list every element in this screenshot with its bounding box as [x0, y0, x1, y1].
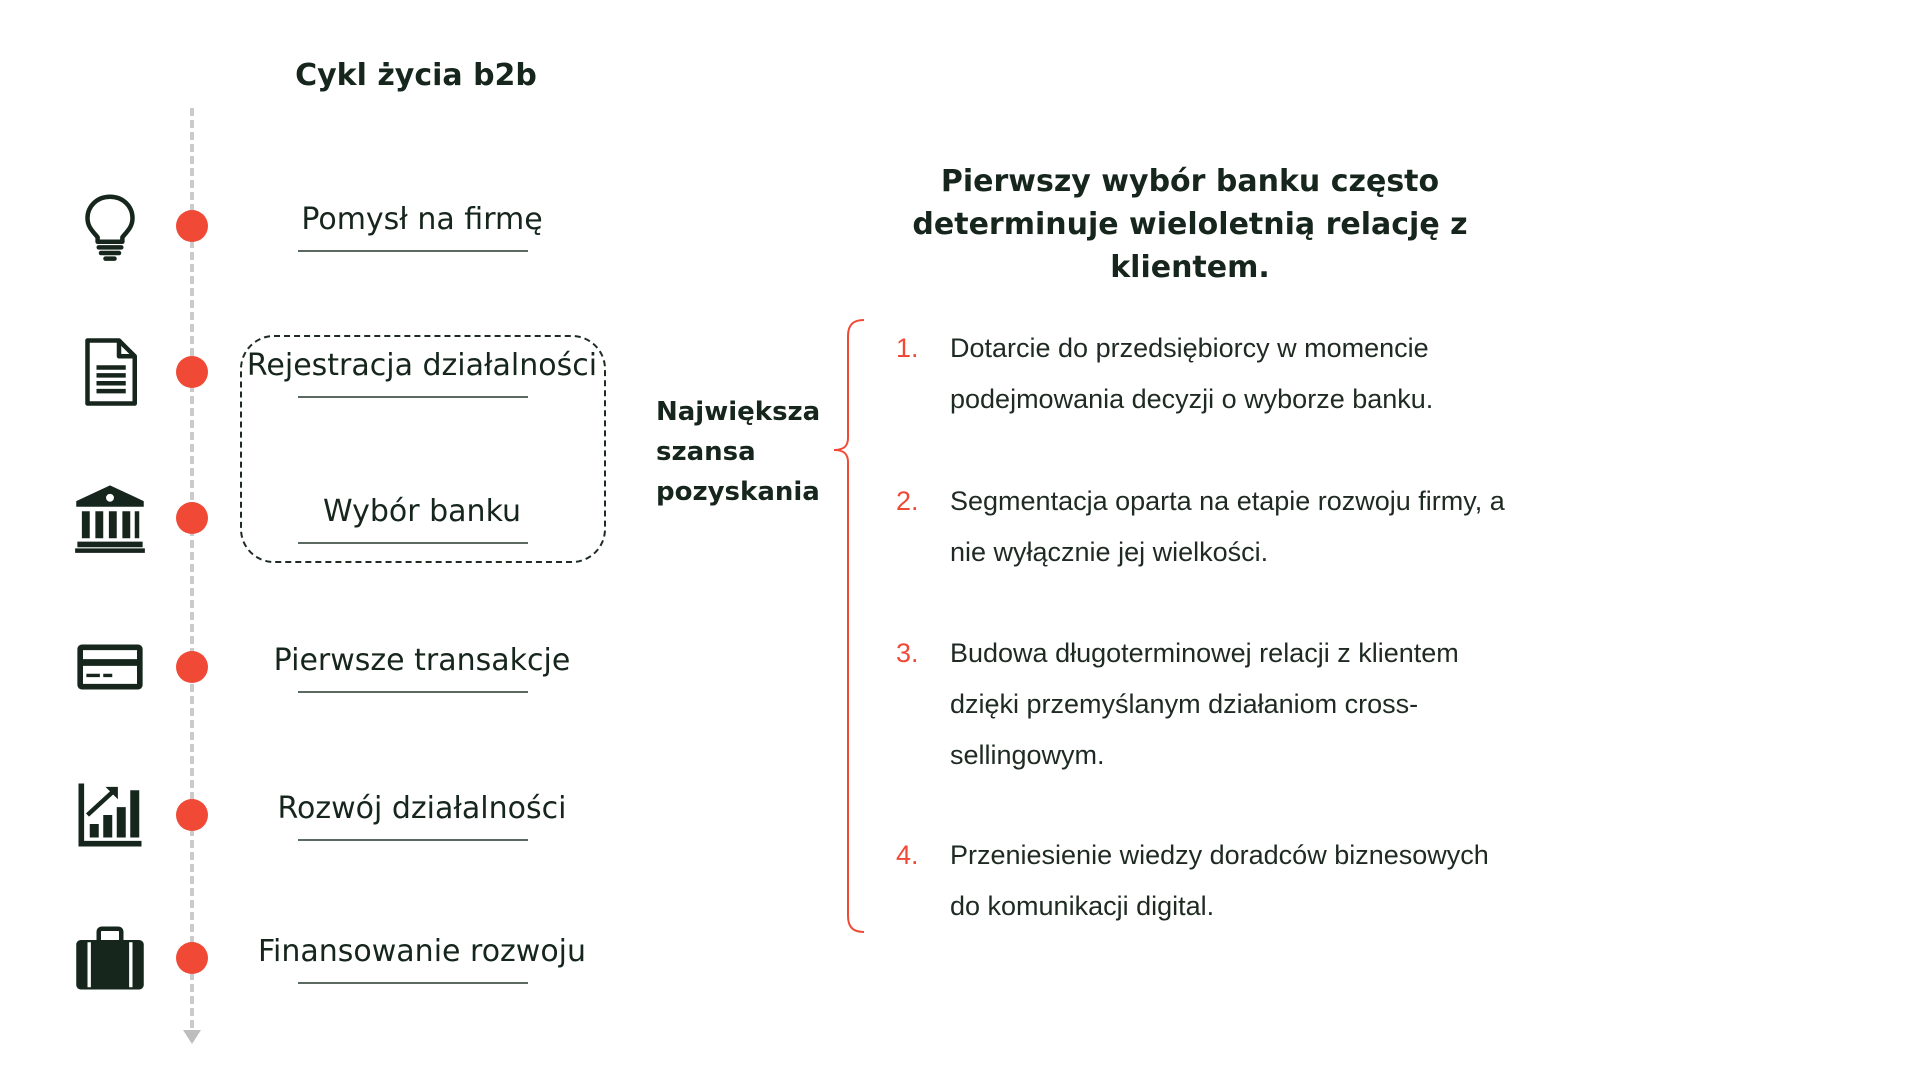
point-text-line: Budowa długoterminowej relacji z klientem [950, 638, 1459, 668]
point-text [950, 323, 1560, 425]
timeline-dot [176, 210, 208, 242]
stage-underline [298, 982, 528, 984]
headline [880, 160, 1500, 289]
stage-row-first-transactions [0, 627, 640, 707]
bank-icon [70, 478, 150, 558]
curly-bracket [820, 318, 870, 934]
stage-label: Rozwój działalności [277, 791, 567, 826]
stage-underline [298, 396, 528, 398]
point-text-line: dzięki przemyślanym działaniom cross- [950, 689, 1419, 719]
timeline-dot [176, 502, 208, 534]
point-text [950, 628, 1560, 781]
opportunity-label-line: szansa [656, 437, 756, 467]
stage-label: Finansowanie rozwoju [257, 934, 587, 969]
stage-label: Pomysł na firmę [301, 202, 543, 237]
briefcase-icon [70, 918, 150, 998]
timeline-dot [176, 942, 208, 974]
stage-row-business-idea [0, 186, 640, 266]
headline-line: klientem. [1110, 250, 1270, 285]
point-number: 2. [896, 486, 919, 516]
stage-row-business-growth [0, 775, 640, 855]
point-text-line: Segmentacja oparta na etapie rozwoju firmy, a [950, 486, 1505, 516]
point-number: 4. [896, 840, 919, 870]
stage-underline [298, 250, 528, 252]
opportunity-label [656, 392, 846, 512]
timeline-dot [176, 356, 208, 388]
point-text-line: podejmowania decyzji o wyborze banku. [950, 384, 1434, 414]
timeline-dot [176, 799, 208, 831]
point-text-line: Przeniesienie wiedzy doradców biznesowych [950, 840, 1489, 870]
stage-label: Wybór banku [322, 494, 522, 529]
point-text-line: Dotarcie do przedsiębiorcy w momencie [950, 333, 1429, 363]
stage-label: Pierwsze transakcje [273, 643, 571, 678]
headline-line: Pierwszy wybór banku często [940, 164, 1440, 199]
stage-row-bank-choice [0, 478, 640, 558]
point-number: 3. [896, 638, 919, 668]
point-text-line: do komunikacji digital. [950, 891, 1215, 921]
point-text [950, 476, 1560, 578]
stage-underline [298, 691, 528, 693]
headline-line: determinuje wieloletnią relację z [912, 207, 1468, 242]
growth-chart-icon [70, 775, 150, 855]
timeline-arrow [183, 1030, 201, 1044]
opportunity-label-line: Największa [656, 397, 821, 427]
point-text-line: sellingowym. [950, 740, 1105, 770]
stage-row-growth-financing [0, 918, 640, 998]
document-icon [70, 332, 150, 412]
stage-label: Rejestracja działalności [246, 348, 598, 383]
point-text-line: nie wyłącznie jej wielkości. [950, 537, 1269, 567]
stage-underline [298, 839, 528, 841]
lightbulb-icon [70, 186, 150, 266]
point-number: 1. [896, 333, 919, 363]
opportunity-label-line: pozyskania [656, 477, 820, 507]
diagram-title: Cykl życia b2b [295, 58, 537, 93]
stage-row-registration [0, 332, 640, 412]
point-text [950, 830, 1560, 932]
credit-card-icon [70, 627, 150, 707]
stage-underline [298, 542, 528, 544]
timeline-dot [176, 651, 208, 683]
